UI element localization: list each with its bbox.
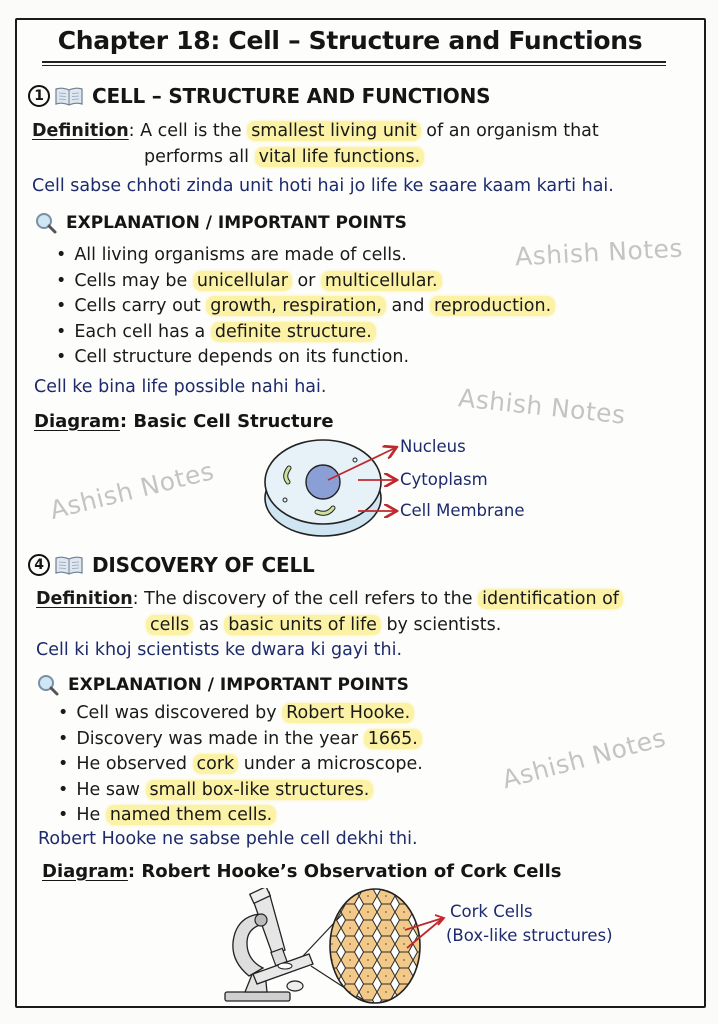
highlight: growth, respiration, (206, 296, 386, 316)
diagram-label-cell-membrane: Cell Membrane (400, 501, 525, 520)
diagram-label: Diagram (42, 861, 128, 882)
definition-label: Definition (36, 589, 133, 609)
page-title: Chapter 18: Cell – Structure and Functions (57, 26, 643, 55)
list-item: • All living organisms are made of cells. (56, 243, 555, 269)
hinglish-note: Cell sabse chhoti zinda unit hoti hai jo life ke saare kaam karti hai. (32, 176, 614, 196)
highlight: unicellular (193, 271, 292, 291)
definition-text: by scientists. (380, 615, 502, 635)
section-4-heading (28, 553, 315, 577)
definition-text: A cell is the (140, 121, 248, 141)
highlight: definite structure. (211, 322, 376, 342)
list-item: • Cells may be unicellular or multicellular. (56, 269, 555, 295)
definition-text: as (193, 615, 225, 635)
list-item: • He saw small box-like structures. (58, 778, 423, 804)
diagram-title: Diagram: Basic Cell Structure (34, 411, 334, 432)
diagram-label-cytoplasm: Cytoplasm (400, 470, 488, 489)
diagram-title: Diagram: Robert Hooke’s Observation of Cork Cells (42, 861, 562, 882)
list-item: • Cell structure depends on its function. (56, 345, 555, 371)
definition-label: Definition (32, 121, 129, 141)
highlight: small box-like structures. (146, 780, 374, 800)
title-underline (42, 61, 666, 66)
label-arrows (320, 440, 400, 520)
explanation-heading-text: EXPLANATION / IMPORTANT POINTS (66, 213, 407, 233)
watermark: Ashish Notes (456, 383, 628, 430)
definition-text: performs all (144, 147, 255, 167)
highlight: reproduction. (430, 296, 555, 316)
diagram-title-text: Basic Cell Structure (133, 411, 334, 432)
list-item: • He named them cells. (58, 803, 423, 829)
diagram-label-cork-cells: Cork Cells (450, 902, 533, 921)
highlight: cells (146, 615, 193, 635)
diagram-label-nucleus: Nucleus (400, 437, 466, 456)
section-number-badge: 4 (28, 554, 50, 576)
explanation-heading-text: EXPLANATION / IMPORTANT POINTS (68, 675, 409, 695)
list-item: • Discovery was made in the year 1665. (58, 727, 423, 753)
hinglish-note: Cell ki khoj scientists ke dwara ki gayi thi. (36, 640, 403, 660)
highlight: vital life functions. (255, 147, 425, 167)
highlight: identification of (478, 589, 623, 609)
points-list (56, 243, 555, 371)
section-title: CELL – STRUCTURE AND FUNCTIONS (92, 84, 491, 108)
definition-text: of an organism that (420, 121, 599, 141)
diagram-title-text: Robert Hooke’s Observation of Cork Cells (141, 861, 562, 882)
highlight: Robert Hooke. (282, 703, 414, 723)
section-title: DISCOVERY OF CELL (92, 553, 315, 577)
section-1-heading (28, 84, 490, 108)
list-item: • Each cell has a definite structure. (56, 320, 555, 346)
highlight: smallest living unit (247, 121, 421, 141)
diagram-label: Diagram (34, 411, 120, 432)
watermark: Ashish Notes (514, 233, 684, 272)
open-book-icon (54, 554, 84, 576)
list-item: • He observed cork under a microscope. (58, 752, 423, 778)
magnifier-icon (36, 673, 60, 697)
magnifier-icon (34, 211, 58, 235)
definition: Definition: The discovery of the cell refers to the identification of cells as basic units of life by scientists. (36, 586, 706, 638)
highlight: cork (193, 754, 239, 774)
definition: Definition: A cell is the smallest living unit of an organism that performs all vital life functions. (32, 121, 599, 167)
points-list (58, 701, 423, 829)
open-book-icon (54, 85, 84, 107)
hinglish-note: Cell ke bina life possible nahi hai. (34, 377, 327, 397)
explanation-heading (36, 673, 409, 697)
highlight: 1665. (364, 729, 422, 749)
hinglish-note: Robert Hooke ne sabse pehle cell dekhi thi. (38, 829, 418, 849)
list-item: • Cell was discovered by Robert Hooke. (58, 701, 423, 727)
list-item: • Cells carry out growth, respiration, and reproduction. (56, 294, 555, 320)
watermark: Ashish Notes (499, 722, 669, 795)
highlight: multicellular. (321, 271, 442, 291)
microscope-cork-diagram (215, 888, 455, 1013)
highlight: basic units of life (224, 615, 381, 635)
section-number-badge: 1 (28, 85, 50, 107)
diagram-label-box-like: (Box-like structures) (446, 926, 613, 945)
watermark: Ashish Notes (46, 456, 217, 525)
explanation-heading (34, 211, 407, 235)
definition-text: The discovery of the cell refers to the (144, 589, 479, 609)
highlight: named them cells. (106, 805, 276, 825)
